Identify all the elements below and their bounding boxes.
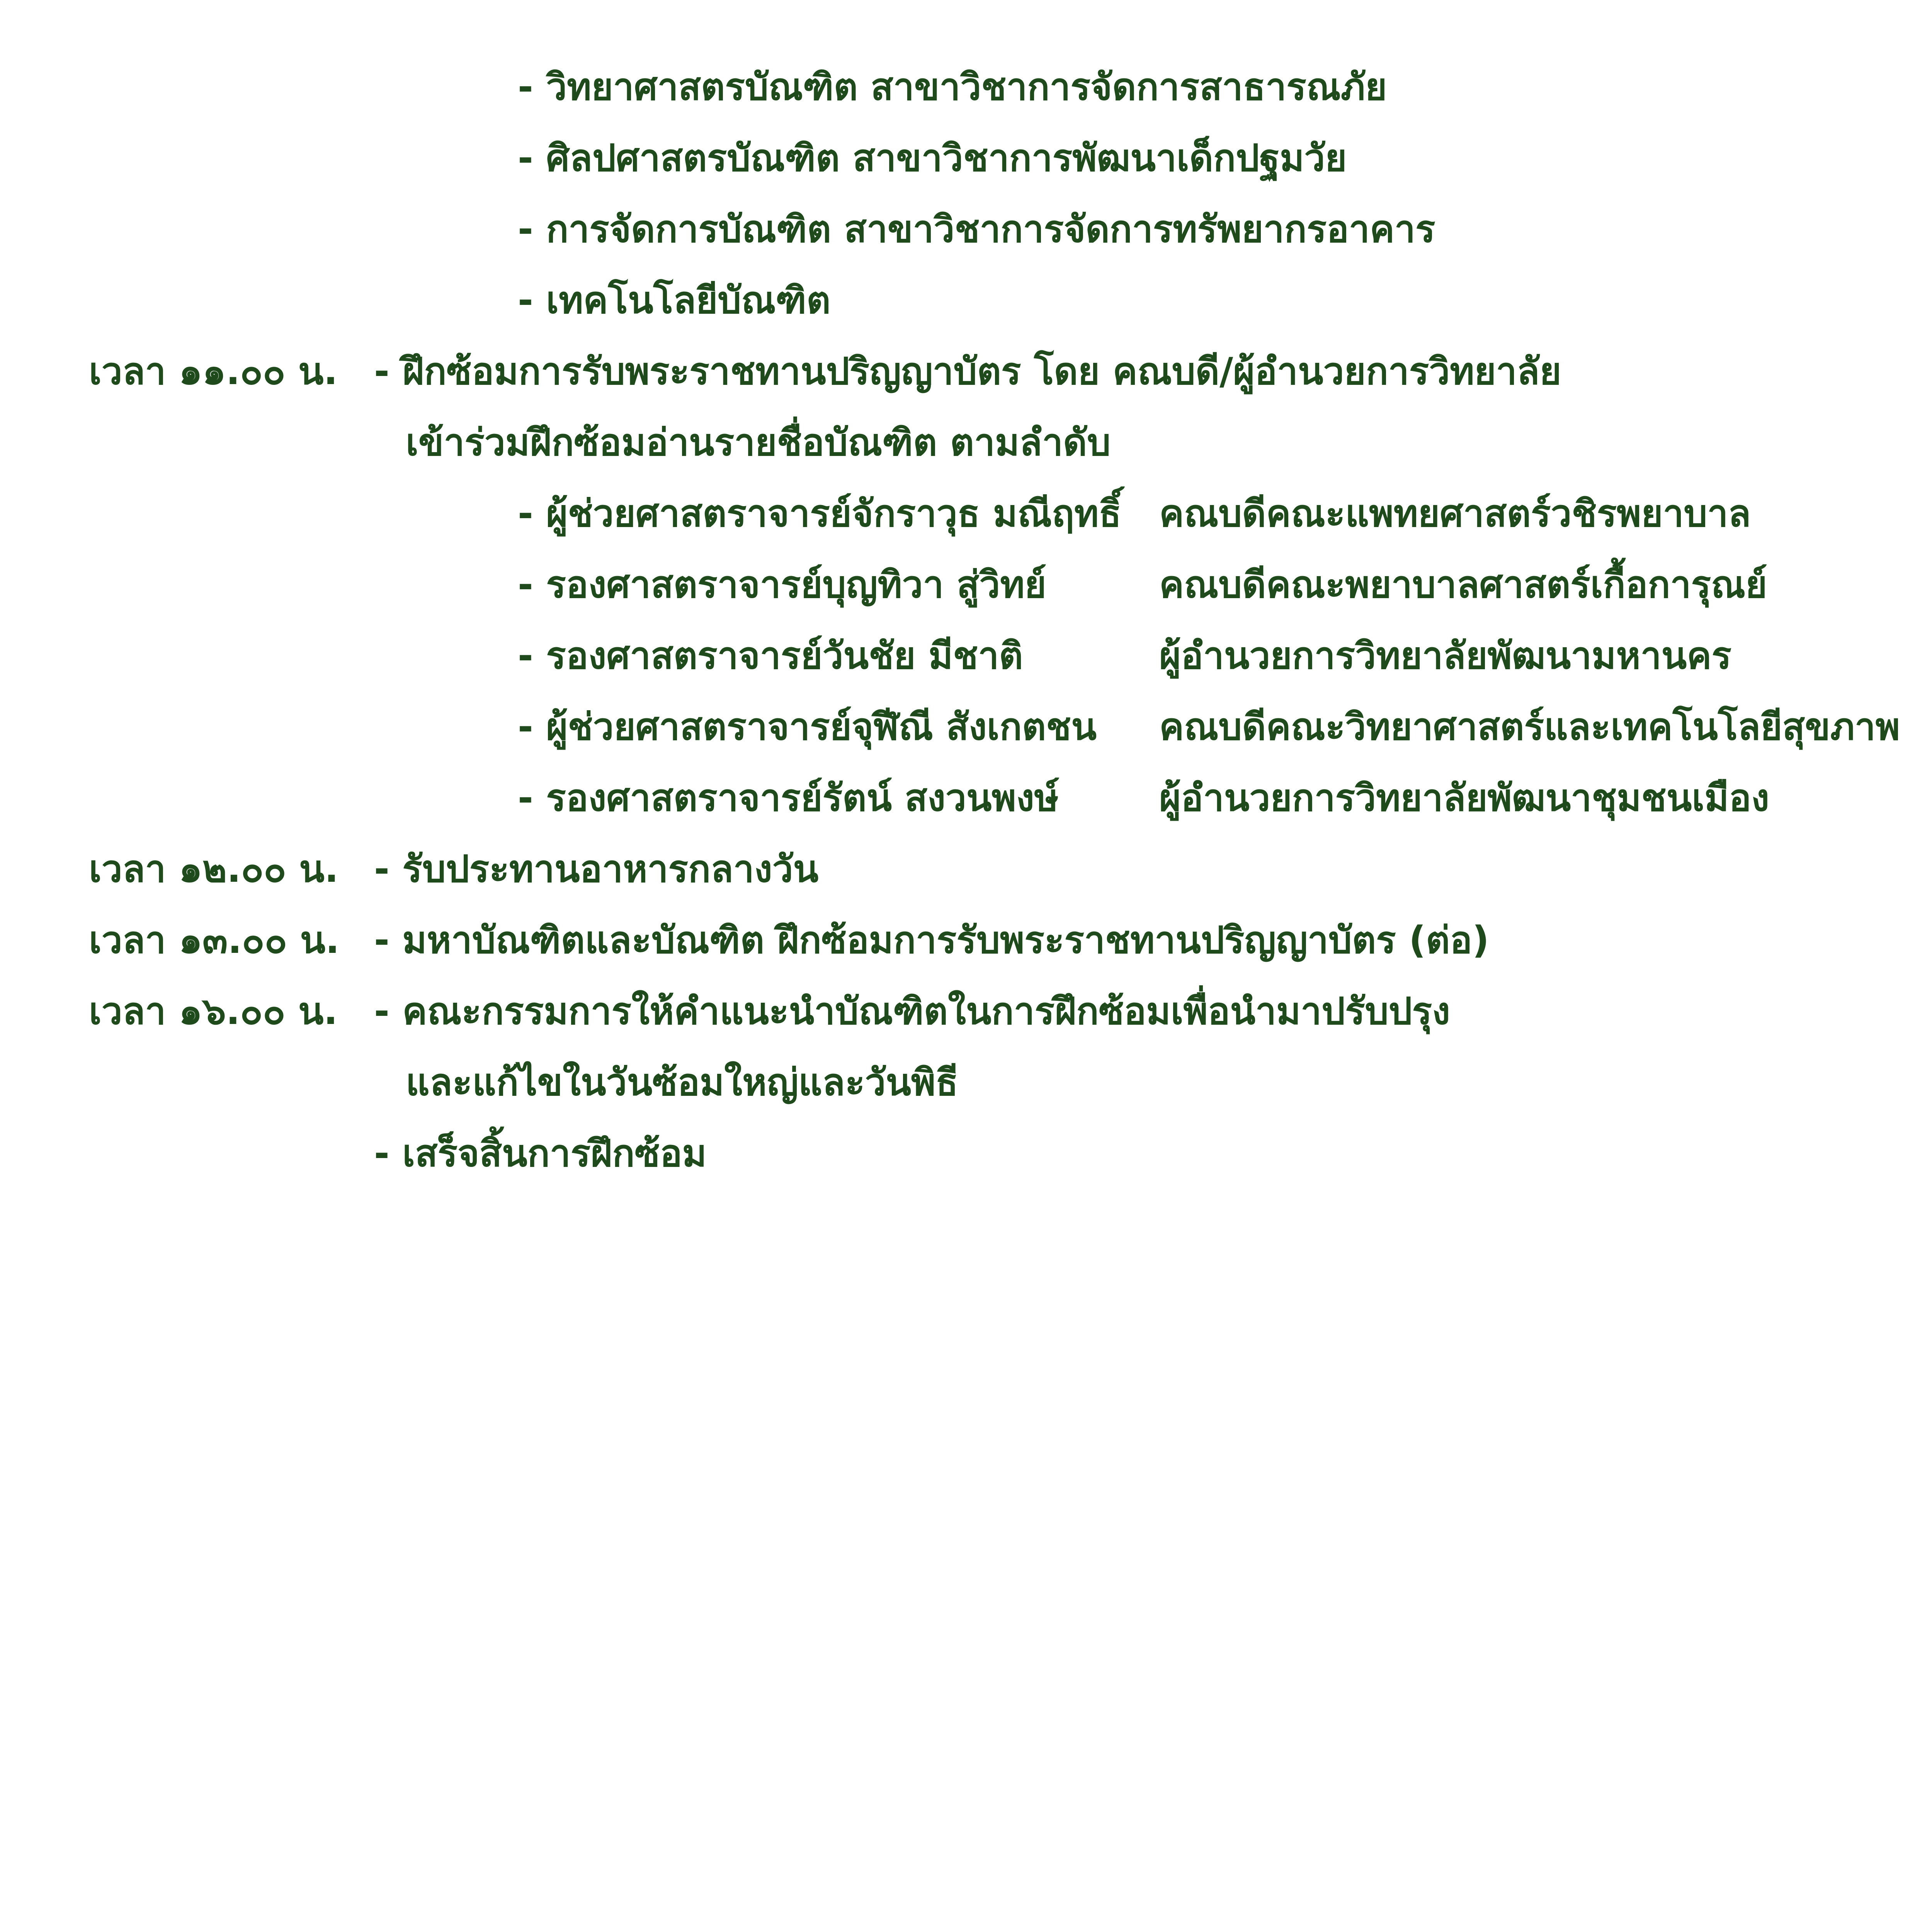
schedule-item: - มหาบัณฑิตและบัณฑิต ฝึกซ้อมการรับพระราชทานปริญญาบัตร (ต่อ) [374, 918, 1489, 962]
reader-name: - รองศาสตราจารย์บุญทิวา สู่วิทย์ [518, 563, 1046, 606]
schedule-time: เวลา ๑๒.๐๐ น. [89, 847, 339, 891]
schedule-item-end: - เสร็จสิ้นการฝึกซ้อม [374, 1132, 707, 1175]
degree-item: - วิทยาศาสตรบัณฑิต สาขาวิชาการจัดการสาธารณภัย [518, 65, 1387, 109]
schedule-item-continuation: และแก้ไขในวันซ้อมใหญ่และวันพิธี [406, 1061, 958, 1104]
reader-name: - รองศาสตราจารย์รัตน์ สงวนพงษ์ [518, 776, 1059, 820]
degree-item: - ศิลปศาสตรบัณฑิต สาขาวิชาการพัฒนาเด็กปฐมวัย [518, 136, 1347, 180]
degree-item: - เทคโนโลยีบัณฑิต [518, 279, 831, 322]
reader-role: คณบดีคณะแพทยศาสตร์วชิรพยาบาล [1159, 492, 1751, 535]
schedule-item: - คณะกรรมการให้คำแนะนำบัณฑิตในการฝึกซ้อมเพื่อนำมาปรับปรุง [374, 990, 1450, 1033]
reader-name: - ผู้ช่วยศาสตราจารย์จักราวุธ มณีฤทธิ์ [518, 492, 1122, 535]
schedule-item: - รับประทานอาหารกลางวัน [374, 847, 819, 891]
reader-name: - รองศาสตราจารย์วันชัย มีชาติ [518, 634, 1023, 677]
schedule-time: เวลา ๑๓.๐๐ น. [89, 918, 340, 962]
reader-role: ผู้อำนวยการวิทยาลัยพัฒนาชุมชนเมือง [1159, 776, 1769, 820]
schedule-item-continuation: เข้าร่วมฝึกซ้อมอ่านรายชื่อบัณฑิต ตามลำดับ [406, 421, 1111, 464]
reader-name: - ผู้ช่วยศาสตราจารย์จุฬีณี สังเกตชน [518, 705, 1097, 748]
degree-item: - การจัดการบัณฑิต สาขาวิชาการจัดการทรัพยากรอาคาร [518, 207, 1435, 251]
schedule-item: - ฝึกซ้อมการรับพระราชทานปริญญาบัตร โดย คณบดี/ผู้อำนวยการวิทยาลัย [374, 350, 1561, 393]
reader-role: คณบดีคณะวิทยาศาสตร์และเทคโนโลยีสุขภาพ [1159, 705, 1900, 748]
schedule-time: เวลา ๑๑.๐๐ น. [89, 350, 338, 393]
schedule-time: เวลา ๑๖.๐๐ น. [89, 990, 338, 1033]
reader-role: ผู้อำนวยการวิทยาลัยพัฒนามหานคร [1159, 634, 1732, 677]
reader-role: คณบดีคณะพยาบาลศาสตร์เกื้อการุณย์ [1159, 563, 1767, 606]
